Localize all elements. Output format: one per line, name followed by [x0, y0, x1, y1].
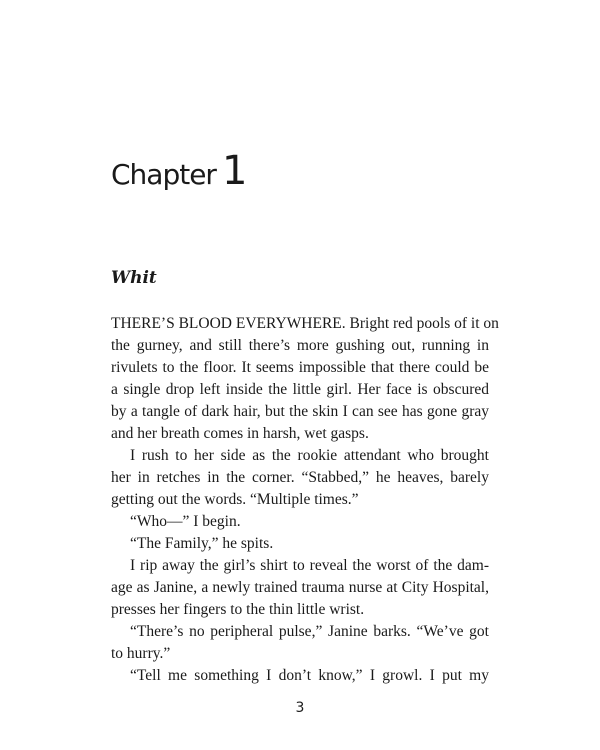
- text-line: “Who—” I begin.: [130, 513, 241, 530]
- text-line: the gurney, and still there’s more gushing out, running in: [111, 337, 489, 354]
- page-number: 3: [295, 700, 305, 716]
- text-line: rivulets to the floor. It seems impossible that there could be: [111, 359, 489, 376]
- narrator-heading: Whit: [111, 268, 157, 288]
- chapter-heading: [111, 148, 246, 194]
- text-line: her in retches in the corner. “Stabbed,” he heaves, barely: [111, 469, 489, 486]
- text-line: and her breath comes in harsh, wet gasps.: [111, 425, 369, 442]
- text-line: THERE’S BLOOD EVERYWHERE. Bright red pools of it on: [111, 315, 499, 332]
- text-line: getting out the words. “Multiple times.”: [111, 491, 359, 508]
- text-line: a single drop left inside the little girl. Her face is obscured: [111, 381, 489, 398]
- text-line: to hurry.”: [111, 645, 171, 662]
- text-line: “There’s no peripheral pulse,” Janine barks. “We’ve got: [130, 623, 489, 640]
- text-line: “Tell me something I don’t know,” I growl. I put my: [130, 667, 489, 684]
- chapter-number: 1: [221, 148, 247, 194]
- text-line: by a tangle of dark hair, but the skin I can see has gone gray: [111, 403, 489, 420]
- chapter-word: Chapter: [111, 158, 216, 191]
- text-line: I rip away the girl’s shirt to reveal the worst of the dam-: [130, 557, 489, 574]
- text-line: age as Janine, a newly trained trauma nurse at City Hospital,: [111, 579, 489, 596]
- text-line: I rush to her side as the rookie attendant who brought: [130, 447, 489, 464]
- text-line: “The Family,” he spits.: [130, 535, 274, 552]
- body-text: [111, 313, 499, 687]
- text-line: presses her fingers to the thin little wrist.: [111, 601, 365, 618]
